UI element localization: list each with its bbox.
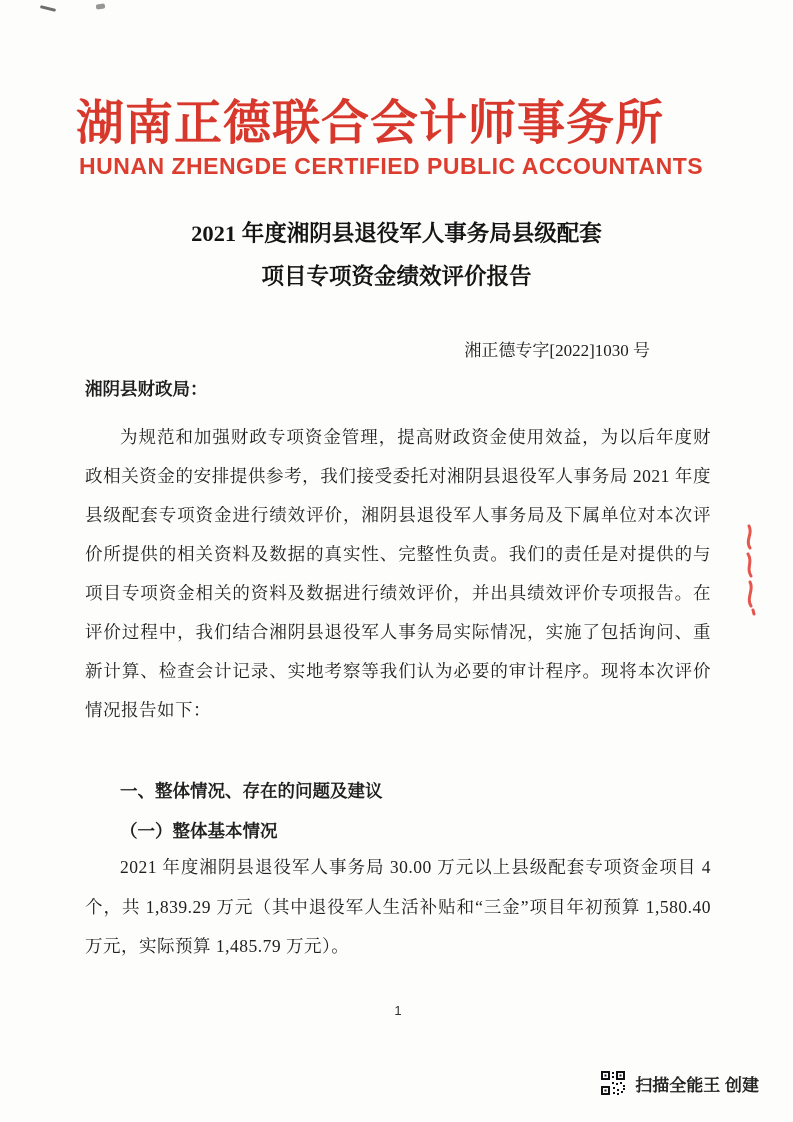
scan-artifact-mark: [96, 3, 106, 9]
qr-code-icon: [600, 1070, 626, 1096]
report-title: [0, 212, 793, 298]
letterhead-english-name: HUNAN ZHENGDE CERTIFIED PUBLIC ACCOUNTANTS: [79, 153, 704, 179]
red-stamp-edge-mark: [741, 524, 757, 616]
letterhead-chinese-name: 湖南正德联合会计师事务所: [76, 97, 665, 150]
report-title-line1: 2021 年度湘阴县退役军人事务局县级配套: [191, 221, 602, 246]
section-heading-1: 一、整体情况、存在的问题及建议: [120, 781, 383, 801]
scanner-credit-label: 扫描全能王 创建: [635, 1075, 759, 1095]
scan-artifact-mark: [40, 5, 56, 12]
salutation: 湘阴县财政局：: [85, 379, 208, 399]
section-subheading-1: （一）整体基本情况: [120, 821, 278, 841]
report-title-line2: 项目专项资金绩效评价报告: [261, 264, 532, 289]
document-number: 湘正德专字[2022]1030 号: [464, 341, 650, 360]
body-paragraph-2: 2021 年度湘阴县退役军人事务局 30.00 万元以上县级配套专项资金项目 4 个，共 1,839.29 万元（其中退役军人生活补贴和“三金”项目年初预算 1,580.40 万元，实际预算 1,485.79 万元）。: [85, 857, 711, 956]
page-number: 1: [394, 1003, 402, 1018]
body-paragraph-1: 为规范和加强财政专项资金管理，提高财政资金使用效益，为以后年度财政相关资金的安排提供参考，我们接受委托对湘阴县退役军人事务局 2021 年度县级配套专项资金进行绩效评价，湘阴县退役军人事务局及下属单位对本次评价所提供的相关资料及数据的真实性、完整性负责。我们的责任是对提供的与项目专项资金相关的资料及数据进行绩效评价，并出具绩效评价专项报告。在评价过程中，我们结合湘阴县退役军人事务局实际情况，实施了包括询问、重新计算、检查会计记录、实地考察等我们认为必要的审计程序。现将本次评价情况报告如下：: [85, 427, 711, 720]
scanner-credit: [600, 1070, 759, 1096]
